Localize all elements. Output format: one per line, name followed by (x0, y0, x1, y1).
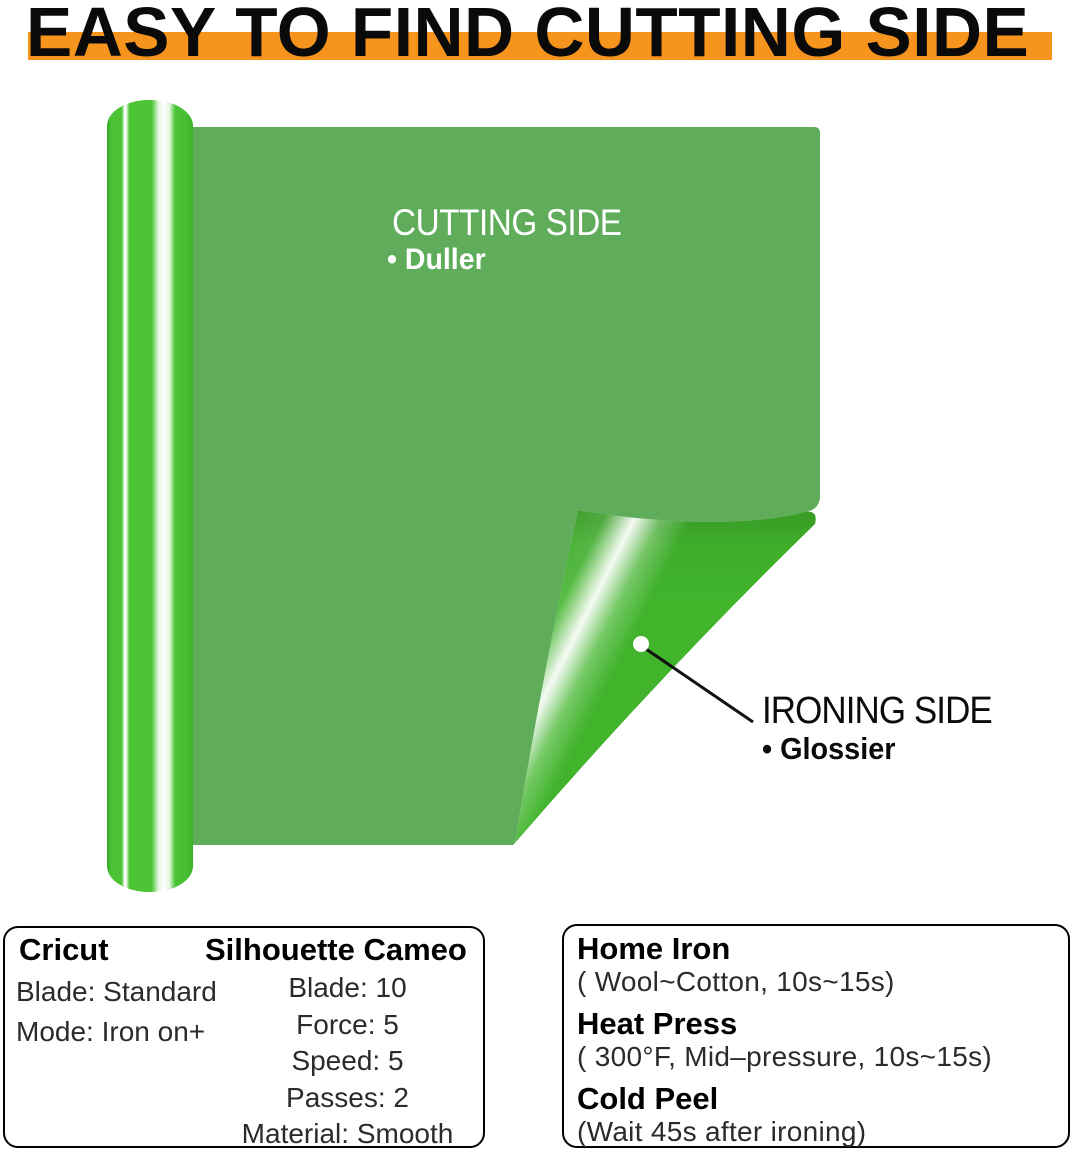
application-detail: ( Wool~Cotton, 10s~15s) (577, 966, 895, 997)
cricut-settings-list (16, 972, 217, 1052)
cricut-header: Cricut (19, 932, 109, 967)
application-detail: (Wait 45s after ironing) (577, 1116, 867, 1147)
application-method: Heat Press (577, 1006, 738, 1041)
application-method: Cold Peel (577, 1081, 719, 1116)
setting-item: Force: 5 (296, 1008, 399, 1040)
ironing-side-label: IRONING SIDE (762, 690, 992, 732)
callout-dot (633, 636, 649, 652)
silhouette-settings-list (205, 970, 490, 1153)
heat-application-list (577, 932, 1062, 1154)
setting-item: Mode: Iron on+ (16, 1016, 206, 1047)
setting-item: Blade: 10 (288, 972, 407, 1003)
setting-item: Blade: Standard (16, 976, 217, 1007)
application-detail: ( 300°F, Mid–pressure, 10s~15s) (577, 1041, 993, 1072)
callout-line (646, 649, 753, 722)
setting-item: Material: Smooth (241, 1118, 454, 1149)
cut-settings-box (3, 926, 485, 1148)
vinyl-roll (107, 100, 193, 892)
application-method: Home Iron (577, 931, 731, 966)
heat-application-box (562, 924, 1070, 1148)
silhouette-header: Silhouette Cameo (205, 932, 467, 967)
cutting-side-label: CUTTING SIDE (392, 202, 622, 243)
cutting-side-sublabel: • Duller (387, 243, 486, 276)
ironing-side-sublabel: • Glossier (762, 731, 896, 766)
page-title: EASY TO FIND CUTTING SIDE (26, 0, 1030, 71)
setting-item: Speed: 5 (291, 1045, 404, 1076)
setting-item: Passes: 2 (286, 1081, 409, 1113)
